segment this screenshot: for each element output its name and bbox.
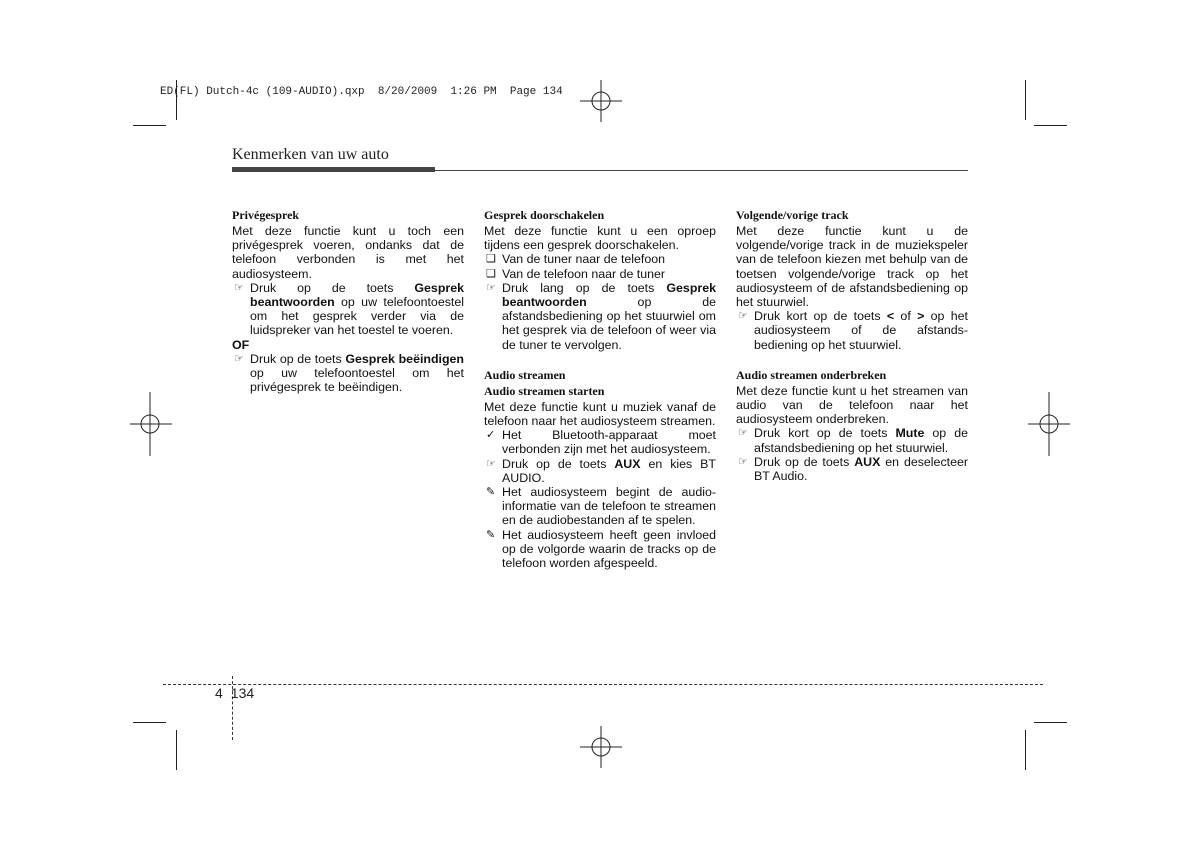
hand-pointer-icon: ☞ [738,310,748,323]
instruction-item [736,309,968,352]
text: Het Bluetooth-apparaat moet verbonden zijn met het audiosysteem. [502,428,716,457]
header-rule [232,170,968,171]
option-item [484,267,716,281]
text: Van de tuner naar de telefoon [502,252,666,267]
section-title: Kenmerken van uw auto [232,146,389,163]
hand-pointer-icon: ☞ [234,281,244,294]
instruction-item [484,281,716,352]
heading-volgende-vorige-track: Volgende/vorige track [736,208,849,222]
heading-audio-streamen-onderbreken: Audio streamen onderbreken [736,367,887,382]
chapter-number: 4 [215,685,223,701]
instruction-item [232,281,464,338]
text: op uw telefoontoestel om het gesprek verder via de luidspreker van het toestel te voeren. [250,295,464,338]
button-name: AUX [614,456,641,471]
paragraph: Met deze functie kunt u toch een privégesprek voeren, ondanks dat de telefoon verbonden is met het audiosysteem. [232,224,464,281]
hand-pointer-icon: ☞ [234,352,244,365]
checkbox-icon: ❑ [486,267,496,280]
button-name: Gesprek beantwoorden [502,280,716,310]
print-slug: ED(FL) Dutch-4c (109-AUDIO).qxp 8/20/2009 1:26 PM Page 134 [160,86,563,98]
text: en kies BT AUDIO. [502,456,717,485]
text: Druk op de toets [502,456,615,471]
next-track-symbol: > [917,309,925,324]
text: Druk op de toets [754,454,855,469]
note-item [484,528,716,571]
text: Druk kort op de toets [754,309,887,324]
button-name: AUX [854,454,881,469]
instruction-item [736,455,968,483]
text: op het audiosysteem of de afstands-bediening op het stuurwiel. [754,309,968,352]
paragraph: Met deze functie kunt u muziek vanaf de telefoon naar het audiosysteem streamen. [484,399,716,429]
or-label: OF [232,337,250,352]
pencil-note-icon: ✎ [486,486,496,499]
text: Druk kort op de toets [754,426,896,441]
text: Druk lang op de toets [502,280,667,295]
heading-audio-streamen-starten: Audio streamen starten [484,383,605,398]
hand-pointer-icon: ☞ [738,455,748,468]
spacer [484,352,716,368]
text: Druk op de toets [250,280,415,295]
page-number-value: 134 [230,685,255,701]
note-item [484,485,716,528]
registration-mark-icon [130,392,172,456]
text: Het audiosysteem begint de audio-informatie van de telefoon te streamen en de audiobestanden af te spelen. [502,485,716,528]
requirement-item [484,428,716,456]
text: op uw telefoontoestel om het privégesprek te beëindigen. [250,366,464,395]
column-1 [232,208,464,394]
crop-mark [1034,722,1067,723]
registration-mark-icon [580,80,622,122]
crop-mark [1025,730,1026,770]
instruction-item [736,426,968,454]
previous-track-symbol: < [886,309,895,324]
text: op de afstandsbediening op het stuurwiel. [754,426,968,455]
registration-mark-icon [1028,392,1070,456]
spacer [736,352,968,368]
checkbox-icon: ❑ [486,253,496,266]
text: Het audiosysteem heeft geen invloed op de volgorde waarin de tracks op de telefoon worden afgespeeld. [502,527,716,571]
pencil-note-icon: ✎ [486,528,496,541]
hand-pointer-icon: ☞ [738,427,748,440]
paragraph: Met deze functie kunt u een oproep tijdens een gesprek doorschakelen. [484,224,716,253]
heading-audio-streamen: Audio streamen [484,367,566,382]
button-name: Gesprek beëindigen [345,351,465,366]
heading-gesprek-doorschakelen: Gesprek doorschakelen [484,208,605,222]
paragraph: Met deze functie kunt u het streamen van audio van de telefoon naar het audiosysteem onderbreken. [736,383,968,427]
text: en deselecteer BT Audio. [754,454,968,484]
instruction-item [232,352,464,395]
text: Druk op de toets [250,351,346,366]
instruction-item [484,457,716,485]
crop-mark [133,125,166,126]
footer-rule [163,684,1043,685]
crop-mark [1025,80,1026,120]
hand-pointer-icon: ☞ [486,457,496,470]
crop-mark [1034,125,1067,126]
checkmark-icon: ✓ [486,429,496,442]
paragraph: Met deze functie kunt u de volgende/vorige track in de muziekspeler van de telefoon kiezen met behulp van de toetsen volgende/vorige track op het audiosysteem of de afstandsbediening op het stuurwiel. [736,224,968,310]
option-item [484,252,716,266]
heading-privegesprek: Privégesprek [232,208,300,222]
text: of [894,309,918,324]
button-name: Mute [895,426,925,441]
registration-mark-icon [580,726,622,768]
hand-pointer-icon: ☞ [486,281,496,294]
page-number [215,685,254,701]
text: Van de telefoon naar de tuner [502,266,666,281]
text: op de afstandsbediening op het stuurwiel om het gesprek via de telefoon of weer via de tuner te vervolgen. [502,295,716,352]
column-3 [736,208,968,483]
column-2 [484,208,716,570]
button-name: Gesprek beantwoorden [250,280,464,310]
crop-mark [133,722,166,723]
crop-mark [176,730,177,770]
